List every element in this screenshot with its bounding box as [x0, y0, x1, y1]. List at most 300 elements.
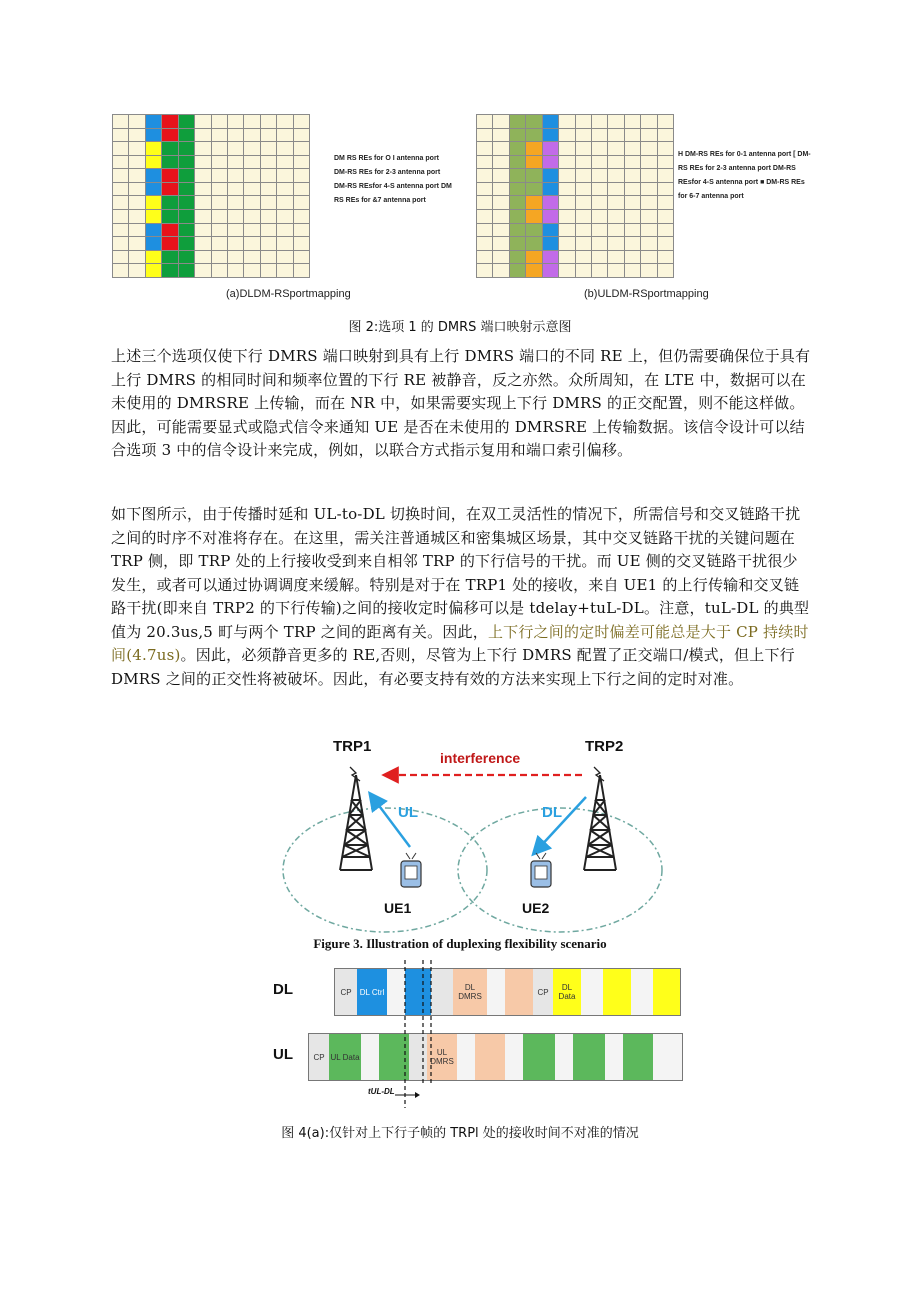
resource-element-cell — [641, 196, 656, 209]
resource-element-cell — [294, 142, 309, 155]
resource-element-cell — [510, 183, 525, 196]
resource-element-cell — [592, 224, 607, 237]
resource-element-cell — [212, 224, 227, 237]
resource-element-cell — [641, 142, 656, 155]
resource-element-cell — [261, 264, 276, 277]
resource-element-cell — [294, 156, 309, 169]
resource-element-cell — [576, 156, 591, 169]
resource-element-cell — [592, 264, 607, 277]
ul-row-label: UL — [273, 1046, 293, 1063]
resource-element-cell — [510, 251, 525, 264]
ul-timeline — [308, 1033, 683, 1081]
resource-element-cell — [129, 129, 144, 142]
resource-element-cell — [146, 210, 161, 223]
resource-element-cell — [608, 251, 623, 264]
dl-row-label: DL — [273, 981, 293, 998]
resource-element-cell — [592, 115, 607, 128]
ul-blank-block — [605, 1034, 623, 1080]
resource-element-cell — [129, 251, 144, 264]
resource-element-cell — [543, 196, 558, 209]
resource-element-cell — [146, 251, 161, 264]
resource-element-cell — [195, 224, 210, 237]
resource-element-cell — [146, 129, 161, 142]
resource-element-cell — [228, 264, 243, 277]
resource-element-cell — [543, 224, 558, 237]
dl-cp-block: CP — [335, 969, 357, 1015]
ue1-phone-icon — [401, 853, 421, 887]
resource-element-cell — [162, 142, 177, 155]
resource-element-cell — [559, 115, 574, 128]
resource-element-cell — [162, 115, 177, 128]
resource-element-cell — [113, 224, 128, 237]
resource-element-cell — [559, 224, 574, 237]
resource-element-cell — [277, 129, 292, 142]
resource-element-cell — [244, 142, 259, 155]
dl-blank-block — [487, 969, 505, 1015]
resource-element-cell — [526, 264, 541, 277]
resource-element-cell — [212, 183, 227, 196]
dl-legend-line: DM RS REs for O I antenna port — [334, 155, 440, 162]
resource-element-cell — [244, 156, 259, 169]
resource-element-cell — [179, 156, 194, 169]
tower-1-icon — [340, 767, 372, 870]
resource-element-cell — [228, 142, 243, 155]
resource-element-cell — [493, 129, 508, 142]
resource-element-cell — [510, 210, 525, 223]
resource-element-cell — [294, 224, 309, 237]
timing-offset-label: tUL-DL — [368, 1087, 395, 1096]
resource-element-cell — [129, 142, 144, 155]
resource-element-cell — [493, 169, 508, 182]
resource-element-cell — [261, 169, 276, 182]
resource-element-cell — [228, 251, 243, 264]
resource-element-cell — [625, 183, 640, 196]
resource-element-cell — [179, 264, 194, 277]
resource-element-cell — [244, 237, 259, 250]
resource-element-cell — [195, 115, 210, 128]
resource-element-cell — [228, 224, 243, 237]
resource-element-cell — [510, 224, 525, 237]
resource-element-cell — [477, 196, 492, 209]
resource-element-cell — [608, 210, 623, 223]
subcaption-a: (a)DLDM-RSportmapping — [226, 288, 351, 300]
resource-element-cell — [212, 237, 227, 250]
ul-data-block: UL Data — [329, 1034, 361, 1080]
resource-element-cell — [228, 210, 243, 223]
resource-element-cell — [294, 183, 309, 196]
resource-element-cell — [212, 210, 227, 223]
resource-element-cell — [592, 183, 607, 196]
resource-element-cell — [543, 156, 558, 169]
resource-element-cell — [608, 142, 623, 155]
paragraph-2-part2: 。因此，必须静音更多的 RE,否则，尽管为上下行 DMRS 配置了正交端口/模式，但上下行 DMRS 之间的正交性将被破坏。因此，有必要支持有效的方法来实现上下行之间的定时对准。 — [111, 646, 795, 688]
resource-element-cell — [526, 251, 541, 264]
resource-element-cell — [162, 210, 177, 223]
dl-orange-block — [505, 969, 533, 1015]
resource-element-cell — [625, 156, 640, 169]
resource-element-cell — [162, 224, 177, 237]
resource-element-cell — [510, 264, 525, 277]
resource-element-cell — [179, 115, 194, 128]
resource-element-cell — [592, 129, 607, 142]
resource-element-cell — [526, 156, 541, 169]
resource-element-cell — [493, 237, 508, 250]
resource-element-cell — [113, 129, 128, 142]
ul-legend-line: REsfor 4-S antenna port ■ DM-RS REs — [678, 179, 805, 186]
resource-element-cell — [477, 264, 492, 277]
resource-element-cell — [261, 183, 276, 196]
resource-element-cell — [641, 251, 656, 264]
resource-element-cell — [493, 142, 508, 155]
ue1-label: UE1 — [384, 900, 412, 916]
resource-element-cell — [212, 142, 227, 155]
resource-element-cell — [129, 169, 144, 182]
resource-element-cell — [608, 115, 623, 128]
resource-element-cell — [129, 115, 144, 128]
resource-element-cell — [244, 115, 259, 128]
resource-element-cell — [113, 196, 128, 209]
resource-element-cell — [608, 224, 623, 237]
resource-element-cell — [641, 169, 656, 182]
resource-element-cell — [146, 142, 161, 155]
resource-element-cell — [576, 251, 591, 264]
resource-element-cell — [113, 142, 128, 155]
resource-element-cell — [113, 183, 128, 196]
resource-element-cell — [641, 183, 656, 196]
resource-element-cell — [129, 237, 144, 250]
resource-element-cell — [277, 169, 292, 182]
resource-element-cell — [526, 142, 541, 155]
dl-blank-block — [581, 969, 603, 1015]
resource-element-cell — [559, 264, 574, 277]
resource-element-cell — [146, 156, 161, 169]
resource-element-cell — [559, 156, 574, 169]
resource-element-cell — [294, 115, 309, 128]
resource-element-cell — [179, 129, 194, 142]
resource-element-cell — [608, 237, 623, 250]
ul-dmrs-block: UL DMRS — [427, 1034, 457, 1080]
resource-element-cell — [510, 196, 525, 209]
resource-element-cell — [195, 264, 210, 277]
resource-element-cell — [162, 237, 177, 250]
resource-element-cell — [641, 115, 656, 128]
resource-element-cell — [228, 183, 243, 196]
dl-blank-block — [631, 969, 653, 1015]
resource-element-cell — [510, 237, 525, 250]
resource-element-cell — [146, 183, 161, 196]
dl-dmrs-port-mapping-grid — [112, 114, 310, 278]
resource-element-cell — [576, 224, 591, 237]
resource-element-cell — [576, 115, 591, 128]
interference-label: interference — [440, 750, 521, 766]
resource-element-cell — [146, 115, 161, 128]
resource-element-cell — [277, 196, 292, 209]
resource-element-cell — [244, 210, 259, 223]
resource-element-cell — [146, 196, 161, 209]
ul-green-block — [523, 1034, 555, 1080]
resource-element-cell — [658, 115, 673, 128]
resource-element-cell — [576, 210, 591, 223]
resource-element-cell — [526, 169, 541, 182]
ue2-phone-icon — [531, 853, 551, 887]
ul-dmrs-port-mapping-grid — [476, 114, 674, 278]
ul-blank-block — [457, 1034, 475, 1080]
ul-label: UL — [398, 804, 418, 821]
resource-element-cell — [658, 129, 673, 142]
body-paragraph-1: 上述三个选项仅使下行 DMRS 端口映射到具有上行 DMRS 端口的不同 RE 上，但仍需要确保位于具有上行 DMRS 的相同时间和频率位置的下行 RE 被静音，反之亦然。众所周知，在 LTE 中，数据可以在未使用的 DMRSRE 上传输，而在 NR 中，如果需要实现上下行 DMRS 的正交配置，则不能这样做。因此，可能需要显式或隐式信令来通知 UE 是否在未使用的 DMRSRE 上传输数据。该信令设计可以结合选项 3 中的信令设计来完成，例如，以联合方式指示复用和端口索引偏移。 — [111, 347, 811, 459]
resource-element-cell — [592, 142, 607, 155]
resource-element-cell — [179, 237, 194, 250]
resource-element-cell — [641, 156, 656, 169]
trp1-label: TRP1 — [333, 738, 372, 755]
resource-element-cell — [608, 183, 623, 196]
resource-element-cell — [477, 142, 492, 155]
resource-element-cell — [162, 183, 177, 196]
resource-element-cell — [195, 142, 210, 155]
resource-element-cell — [510, 156, 525, 169]
resource-element-cell — [195, 237, 210, 250]
resource-element-cell — [228, 156, 243, 169]
resource-element-cell — [493, 224, 508, 237]
ul-legend-line: RS REs for 2-3 antenna port DM-RS — [678, 165, 796, 172]
resource-element-cell — [261, 129, 276, 142]
resource-element-cell — [641, 129, 656, 142]
ue2-label: UE2 — [522, 900, 550, 916]
resource-element-cell — [277, 183, 292, 196]
resource-element-cell — [129, 210, 144, 223]
resource-element-cell — [179, 210, 194, 223]
resource-element-cell — [129, 264, 144, 277]
resource-element-cell — [228, 129, 243, 142]
dl-dmrs-block: DL DMRS — [453, 969, 487, 1015]
ul-orange-block — [475, 1034, 505, 1080]
resource-element-cell — [477, 169, 492, 182]
resource-element-cell — [641, 210, 656, 223]
resource-element-cell — [658, 156, 673, 169]
resource-element-cell — [543, 251, 558, 264]
ul-dmrs-legend — [678, 148, 838, 204]
resource-element-cell — [576, 142, 591, 155]
resource-element-cell — [526, 196, 541, 209]
resource-element-cell — [641, 264, 656, 277]
resource-element-cell — [592, 251, 607, 264]
resource-element-cell — [608, 169, 623, 182]
resource-element-cell — [658, 183, 673, 196]
resource-element-cell — [129, 224, 144, 237]
resource-element-cell — [244, 196, 259, 209]
ul-green-block — [623, 1034, 653, 1080]
resource-element-cell — [592, 237, 607, 250]
resource-element-cell — [277, 115, 292, 128]
tower-2-icon — [584, 767, 616, 870]
resource-element-cell — [543, 169, 558, 182]
resource-element-cell — [294, 237, 309, 250]
dl-legend-line: RS REs for &7 antenna port — [334, 197, 426, 204]
resource-element-cell — [113, 237, 128, 250]
resource-element-cell — [477, 183, 492, 196]
resource-element-cell — [294, 129, 309, 142]
resource-element-cell — [195, 196, 210, 209]
resource-element-cell — [576, 237, 591, 250]
resource-element-cell — [608, 196, 623, 209]
paragraph-2-part1: 如下图所示，由于传播时延和 UL-to-DL 切换时间，在双工灵活性的情况下，所需信号和交叉链路干扰之间的时序不对准将存在。在这里，需关注普通城区和密集城区场景，其中交叉链路干扰的关键问题在 TRP 侧，即 TRP 处的上行接收受到来自相邻 TRP 的下行信号的干扰。而 UE 侧的交叉链路干扰很少发生，或者可以通过协调调度来缓解。特别是对于在 TRP1 处的接收，来自 UE1 的上行传输和交叉链路干扰(即来自 TRP2 的下行传输)之间的接收定时偏移可以是 tdelay+tuL-DL。注意，tuL-DL 的典型值为 20.3us,5 町与两个 TRP 之间的距离有关。因此， — [111, 505, 810, 641]
resource-element-cell — [113, 156, 128, 169]
resource-element-cell — [179, 196, 194, 209]
resource-element-cell — [113, 251, 128, 264]
resource-element-cell — [576, 264, 591, 277]
resource-element-cell — [162, 196, 177, 209]
resource-element-cell — [559, 196, 574, 209]
resource-element-cell — [146, 224, 161, 237]
resource-element-cell — [625, 237, 640, 250]
ul-legend-line: for 6-7 antenna port — [678, 193, 744, 200]
resource-element-cell — [493, 115, 508, 128]
resource-element-cell — [493, 183, 508, 196]
resource-element-cell — [658, 264, 673, 277]
resource-element-cell — [608, 264, 623, 277]
resource-element-cell — [146, 264, 161, 277]
resource-element-cell — [195, 129, 210, 142]
resource-element-cell — [277, 237, 292, 250]
resource-element-cell — [658, 224, 673, 237]
resource-element-cell — [294, 210, 309, 223]
resource-element-cell — [477, 115, 492, 128]
resource-element-cell — [526, 210, 541, 223]
resource-element-cell — [129, 183, 144, 196]
resource-element-cell — [244, 129, 259, 142]
resource-element-cell — [228, 196, 243, 209]
resource-element-cell — [195, 210, 210, 223]
resource-element-cell — [625, 142, 640, 155]
resource-element-cell — [162, 156, 177, 169]
resource-element-cell — [277, 156, 292, 169]
resource-element-cell — [162, 251, 177, 264]
resource-element-cell — [244, 264, 259, 277]
resource-element-cell — [146, 169, 161, 182]
resource-element-cell — [179, 224, 194, 237]
resource-element-cell — [576, 196, 591, 209]
subcaption-b: (b)ULDM-RSportmapping — [584, 288, 709, 300]
resource-element-cell — [195, 251, 210, 264]
resource-element-cell — [212, 251, 227, 264]
resource-element-cell — [592, 169, 607, 182]
resource-element-cell — [294, 264, 309, 277]
resource-element-cell — [261, 115, 276, 128]
resource-element-cell — [212, 156, 227, 169]
resource-element-cell — [576, 169, 591, 182]
resource-element-cell — [641, 224, 656, 237]
resource-element-cell — [543, 115, 558, 128]
resource-element-cell — [113, 115, 128, 128]
dl-label: DL — [542, 804, 562, 821]
resource-element-cell — [625, 196, 640, 209]
resource-element-cell — [641, 237, 656, 250]
resource-element-cell — [510, 169, 525, 182]
resource-element-cell — [576, 129, 591, 142]
resource-element-cell — [493, 210, 508, 223]
resource-element-cell — [277, 264, 292, 277]
figure4-caption: 图 4(a):仅针对上下行子帧的 TRPl 处的接收时间不对准的情况 — [281, 1126, 639, 1141]
dl-legend-line: DM-RS REs for 2-3 antenna port — [334, 169, 441, 176]
resource-element-cell — [658, 237, 673, 250]
resource-element-cell — [493, 251, 508, 264]
resource-element-cell — [277, 251, 292, 264]
resource-element-cell — [277, 224, 292, 237]
resource-element-cell — [261, 142, 276, 155]
resource-element-cell — [658, 142, 673, 155]
resource-element-cell — [526, 224, 541, 237]
ul-cp-block: CP — [309, 1034, 329, 1080]
resource-element-cell — [625, 115, 640, 128]
highlighted-sentence: 上下行之间的定时偏差可能总是大于 CP 持续时间(4.7us) — [111, 622, 809, 664]
resource-element-cell — [162, 264, 177, 277]
resource-element-cell — [129, 156, 144, 169]
resource-element-cell — [477, 251, 492, 264]
resource-element-cell — [592, 156, 607, 169]
resource-element-cell — [113, 210, 128, 223]
arrow-head-icon — [415, 1092, 420, 1098]
resource-element-cell — [261, 196, 276, 209]
resource-element-cell — [477, 224, 492, 237]
resource-element-cell — [261, 210, 276, 223]
resource-element-cell — [608, 129, 623, 142]
body-paragraph-2 — [111, 503, 811, 691]
resource-element-cell — [261, 224, 276, 237]
resource-element-cell — [625, 129, 640, 142]
resource-element-cell — [146, 237, 161, 250]
resource-element-cell — [195, 183, 210, 196]
dl-ctrl-block: DL Ctrl — [357, 969, 387, 1015]
figure3-caption: Figure 3. Illustration of duplexing flexibility scenario — [313, 936, 607, 951]
ul-blank-block — [505, 1034, 523, 1080]
dl-legend-line: DM-RS REsfor 4-S antenna port DM — [334, 183, 452, 190]
resource-element-cell — [625, 169, 640, 182]
resource-element-cell — [277, 142, 292, 155]
resource-element-cell — [261, 156, 276, 169]
resource-element-cell — [113, 264, 128, 277]
resource-element-cell — [526, 129, 541, 142]
resource-element-cell — [543, 264, 558, 277]
resource-element-cell — [129, 196, 144, 209]
resource-element-cell — [625, 264, 640, 277]
ul-green-block — [573, 1034, 605, 1080]
resource-element-cell — [493, 196, 508, 209]
ul-blank-block — [555, 1034, 573, 1080]
resource-element-cell — [261, 251, 276, 264]
resource-element-cell — [526, 183, 541, 196]
resource-element-cell — [559, 210, 574, 223]
dl-data-block: DL Data — [553, 969, 581, 1015]
resource-element-cell — [526, 237, 541, 250]
resource-element-cell — [212, 115, 227, 128]
resource-element-cell — [625, 224, 640, 237]
resource-element-cell — [510, 129, 525, 142]
resource-element-cell — [294, 196, 309, 209]
resource-element-cell — [294, 169, 309, 182]
resource-element-cell — [608, 156, 623, 169]
resource-element-cell — [212, 169, 227, 182]
resource-element-cell — [510, 115, 525, 128]
resource-element-cell — [477, 210, 492, 223]
resource-element-cell — [212, 129, 227, 142]
ul-blank-block — [361, 1034, 379, 1080]
resource-element-cell — [658, 196, 673, 209]
resource-element-cell — [576, 183, 591, 196]
resource-element-cell — [526, 115, 541, 128]
dl-yellow-block — [653, 969, 680, 1015]
resource-element-cell — [477, 129, 492, 142]
resource-element-cell — [277, 210, 292, 223]
